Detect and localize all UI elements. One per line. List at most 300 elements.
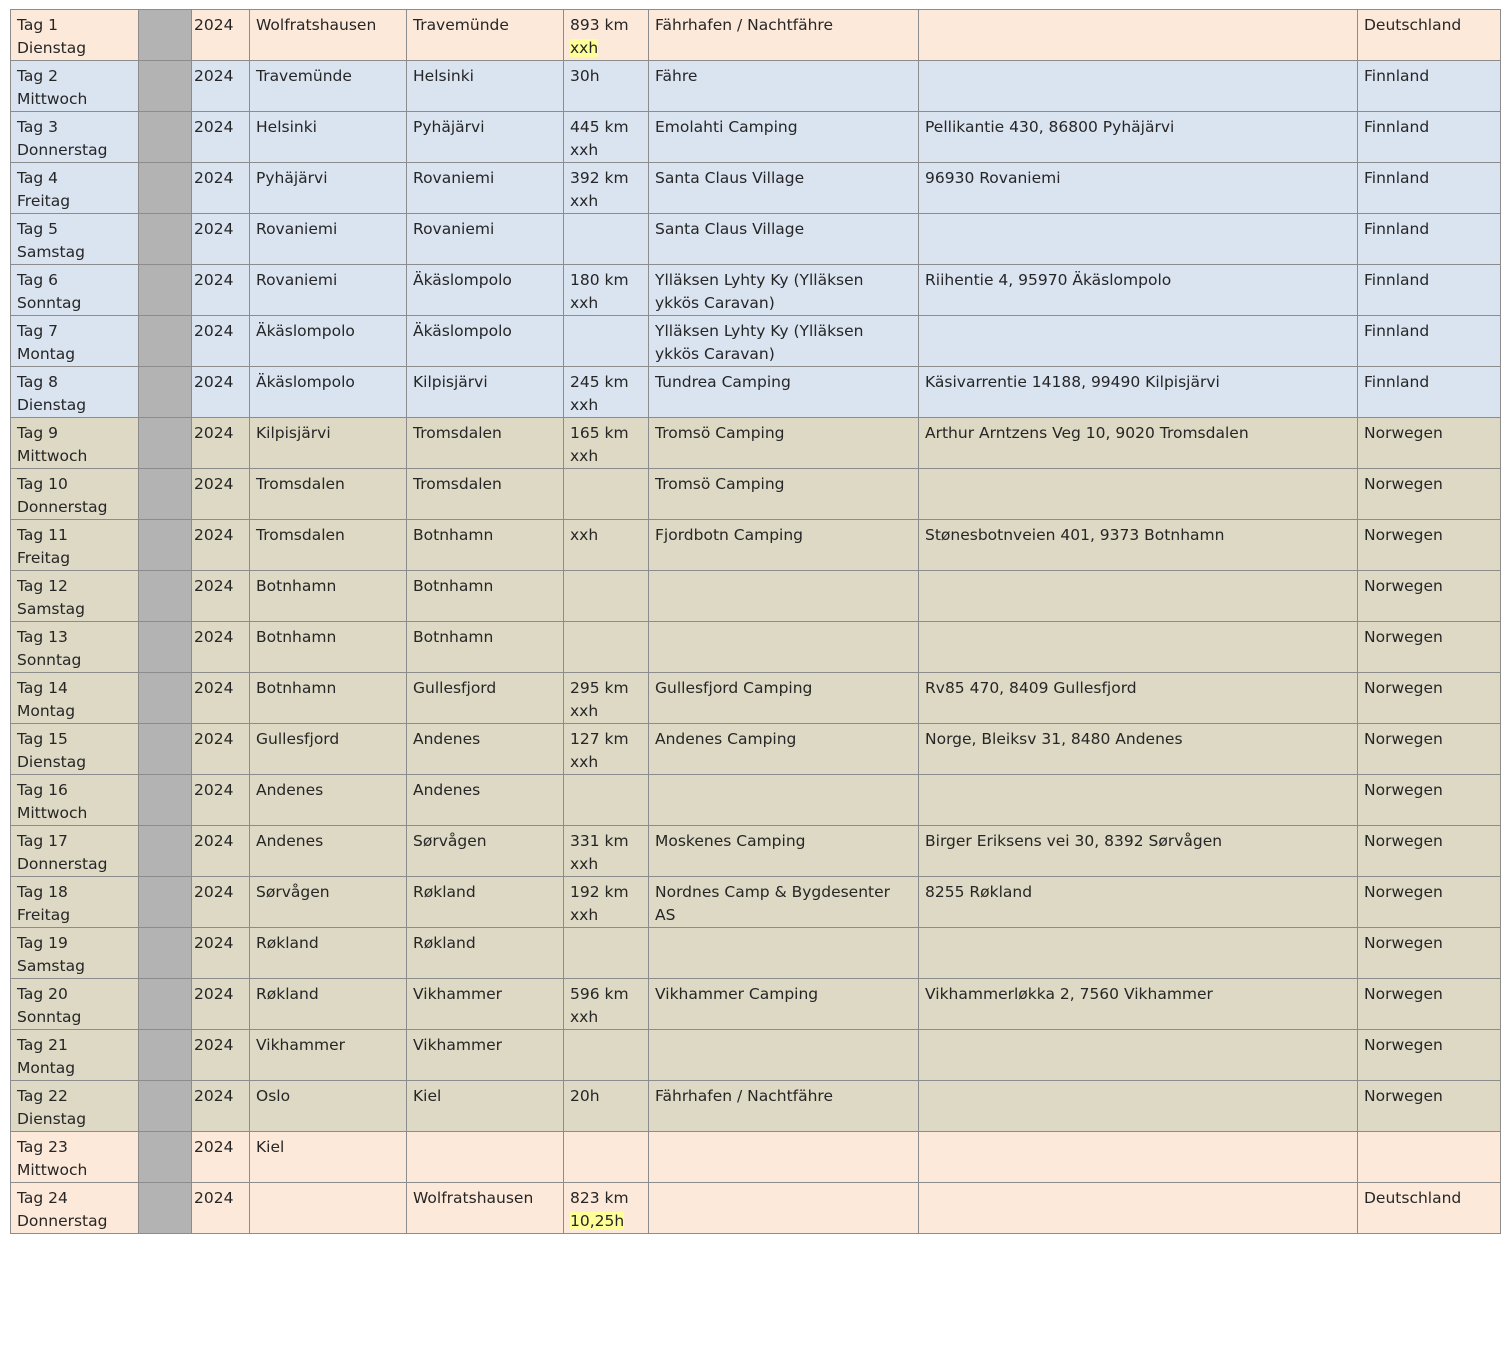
to-cell [407, 979, 564, 1030]
country: Norwegen [1364, 577, 1443, 595]
day-number: Tag 5 [17, 220, 59, 238]
to-location: Botnhamn [413, 577, 494, 595]
day-number: Tag 16 [17, 781, 68, 799]
year: 2024 [194, 730, 234, 748]
to-cell [407, 418, 564, 469]
country-cell [1358, 1030, 1501, 1081]
address-cell [919, 469, 1358, 520]
table-row [11, 61, 1501, 112]
distance-cell [564, 1081, 649, 1132]
duration-line [570, 1006, 642, 1029]
country: Norwegen [1364, 1087, 1443, 1105]
place-cell [649, 826, 919, 877]
to-cell [407, 928, 564, 979]
from-location: Sørvågen [256, 883, 330, 901]
to-cell [407, 1081, 564, 1132]
duration: xxh [570, 39, 599, 57]
country-cell [1358, 979, 1501, 1030]
from-cell [250, 163, 407, 214]
place-cell [649, 418, 919, 469]
year-cell [192, 10, 250, 61]
distance: 596 km [570, 985, 629, 1003]
place-cell [649, 112, 919, 163]
day-cell [11, 214, 139, 265]
from-location: Kiel [256, 1138, 285, 1156]
place-cell [649, 10, 919, 61]
to-location: Botnhamn [413, 628, 494, 646]
duration-line [570, 1210, 642, 1233]
from-cell [250, 418, 407, 469]
address: 96930 Rovaniemi [925, 169, 1061, 187]
date-column-placeholder [139, 1081, 192, 1132]
country-cell [1358, 826, 1501, 877]
campground-name: Nordnes Camp & Bygdesenter AS [655, 883, 891, 924]
to-location: Kiel [413, 1087, 442, 1105]
duration-line [570, 394, 642, 417]
day-cell [11, 10, 139, 61]
year: 2024 [194, 169, 234, 187]
campground-name: Gullesfjord Camping [655, 679, 813, 697]
year-cell [192, 928, 250, 979]
country: Deutschland [1364, 16, 1462, 34]
to-cell [407, 826, 564, 877]
address: Pellikantie 430, 86800 Pyhäjärvi [925, 118, 1175, 136]
place-cell [649, 571, 919, 622]
country-cell [1358, 928, 1501, 979]
year: 2024 [194, 118, 234, 136]
year: 2024 [194, 628, 234, 646]
address-cell [919, 1132, 1358, 1183]
date-column-placeholder [139, 826, 192, 877]
table-row [11, 520, 1501, 571]
distance: 331 km [570, 832, 629, 850]
from-cell [250, 520, 407, 571]
campground-name: Tromsö Camping [655, 424, 785, 442]
table-row [11, 265, 1501, 316]
campground-name: Ylläksen Lyhty Ky (Ylläksen ykkös Caravan) [655, 322, 864, 363]
country-cell [1358, 367, 1501, 418]
day-cell [11, 928, 139, 979]
country: Norwegen [1364, 628, 1443, 646]
from-cell [250, 724, 407, 775]
from-cell [250, 265, 407, 316]
weekday: Donnerstag [17, 1212, 108, 1230]
year-cell [192, 1030, 250, 1081]
weekday: Donnerstag [17, 141, 108, 159]
weekday: Mittwoch [17, 1161, 88, 1179]
date-column-placeholder [139, 571, 192, 622]
day-cell [11, 571, 139, 622]
from-location: Tromsdalen [256, 526, 345, 544]
address-cell [919, 826, 1358, 877]
day-cell [11, 163, 139, 214]
year: 2024 [194, 220, 234, 238]
address: Rv85 470, 8409 Gullesfjord [925, 679, 1137, 697]
day-cell [11, 61, 139, 112]
weekday: Montag [17, 345, 76, 363]
table-row [11, 673, 1501, 724]
to-cell [407, 316, 564, 367]
country-cell [1358, 112, 1501, 163]
address-cell [919, 112, 1358, 163]
place-cell [649, 1183, 919, 1234]
country: Finnland [1364, 220, 1430, 238]
to-location: Äkäslompolo [413, 322, 512, 340]
day-number: Tag 18 [17, 883, 68, 901]
table-row [11, 775, 1501, 826]
day-number: Tag 7 [17, 322, 59, 340]
to-cell [407, 520, 564, 571]
table-row [11, 826, 1501, 877]
day-number: Tag 6 [17, 271, 59, 289]
distance-cell [564, 571, 649, 622]
weekday: Freitag [17, 192, 71, 210]
distance: xxh [570, 526, 599, 544]
date-column-placeholder [139, 163, 192, 214]
country-cell [1358, 265, 1501, 316]
from-location: Botnhamn [256, 679, 337, 697]
country: Deutschland [1364, 1189, 1462, 1207]
place-cell [649, 1132, 919, 1183]
distance: 392 km [570, 169, 629, 187]
from-cell [250, 10, 407, 61]
year-cell [192, 367, 250, 418]
from-cell [250, 928, 407, 979]
from-location: Kilpisjärvi [256, 424, 331, 442]
place-cell [649, 673, 919, 724]
year: 2024 [194, 1087, 234, 1105]
distance: 192 km [570, 883, 629, 901]
distance-cell [564, 826, 649, 877]
table-row [11, 214, 1501, 265]
country: Finnland [1364, 169, 1430, 187]
campground-name: Ylläksen Lyhty Ky (Ylläksen ykkös Caravan) [655, 271, 864, 312]
place-cell [649, 214, 919, 265]
date-column-placeholder [139, 1132, 192, 1183]
year: 2024 [194, 985, 234, 1003]
country: Norwegen [1364, 985, 1443, 1003]
year: 2024 [194, 373, 234, 391]
country-cell [1358, 1183, 1501, 1234]
distance-cell [564, 1030, 649, 1081]
duration-line [570, 700, 642, 723]
year: 2024 [194, 1138, 234, 1156]
date-column-placeholder [139, 1183, 192, 1234]
day-number: Tag 12 [17, 577, 68, 595]
address-cell [919, 316, 1358, 367]
distance-cell [564, 469, 649, 520]
address: Birger Eriksens vei 30, 8392 Sørvågen [925, 832, 1223, 850]
from-cell [250, 571, 407, 622]
distance-cell [564, 520, 649, 571]
year-cell [192, 826, 250, 877]
year: 2024 [194, 67, 234, 85]
country: Finnland [1364, 118, 1430, 136]
distance: 295 km [570, 679, 629, 697]
date-column-placeholder [139, 724, 192, 775]
year: 2024 [194, 322, 234, 340]
distance: 823 km [570, 1189, 629, 1207]
from-cell [250, 112, 407, 163]
duration: xxh [570, 855, 599, 873]
from-cell [250, 1081, 407, 1132]
country: Norwegen [1364, 424, 1443, 442]
distance: 165 km [570, 424, 629, 442]
from-location: Andenes [256, 832, 324, 850]
country: Norwegen [1364, 730, 1443, 748]
day-number: Tag 17 [17, 832, 68, 850]
year-cell [192, 1183, 250, 1234]
distance-cell [564, 367, 649, 418]
from-location: Rovaniemi [256, 220, 338, 238]
day-number: Tag 24 [17, 1189, 68, 1207]
to-location: Botnhamn [413, 526, 494, 544]
from-location: Botnhamn [256, 628, 337, 646]
from-location: Rovaniemi [256, 271, 338, 289]
to-cell [407, 112, 564, 163]
day-number: Tag 3 [17, 118, 59, 136]
distance-cell [564, 979, 649, 1030]
weekday: Freitag [17, 906, 71, 924]
date-column-placeholder [139, 214, 192, 265]
from-cell [250, 316, 407, 367]
duration: xxh [570, 294, 599, 312]
duration: xxh [570, 906, 599, 924]
place-cell [649, 979, 919, 1030]
place-cell [649, 1081, 919, 1132]
country-cell [1358, 469, 1501, 520]
to-location: Røkland [413, 883, 476, 901]
from-cell [250, 61, 407, 112]
duration-line [570, 751, 642, 774]
year-cell [192, 316, 250, 367]
from-location: Tromsdalen [256, 475, 345, 493]
to-location: Andenes [413, 781, 481, 799]
address-cell [919, 571, 1358, 622]
address-cell [919, 520, 1358, 571]
distance-cell [564, 316, 649, 367]
to-cell [407, 877, 564, 928]
address-cell [919, 877, 1358, 928]
from-location: Oslo [256, 1087, 291, 1105]
address-cell [919, 418, 1358, 469]
from-location: Äkäslompolo [256, 373, 355, 391]
from-cell [250, 775, 407, 826]
weekday: Montag [17, 1059, 76, 1077]
weekday: Dienstag [17, 39, 87, 57]
to-cell [407, 469, 564, 520]
day-cell [11, 316, 139, 367]
date-column-placeholder [139, 316, 192, 367]
country: Norwegen [1364, 1036, 1443, 1054]
distance-cell [564, 877, 649, 928]
date-column-placeholder [139, 622, 192, 673]
weekday: Samstag [17, 243, 85, 261]
country-cell [1358, 316, 1501, 367]
to-location: Pyhäjärvi [413, 118, 485, 136]
distance-cell [564, 673, 649, 724]
duration: xxh [570, 192, 599, 210]
table-row [11, 1132, 1501, 1183]
date-column-placeholder [139, 61, 192, 112]
address-cell [919, 979, 1358, 1030]
year-cell [192, 724, 250, 775]
country-cell [1358, 571, 1501, 622]
place-cell [649, 163, 919, 214]
to-cell [407, 163, 564, 214]
year-cell [192, 214, 250, 265]
table-row [11, 1183, 1501, 1234]
country-cell [1358, 622, 1501, 673]
day-number: Tag 10 [17, 475, 68, 493]
distance: 127 km [570, 730, 629, 748]
to-location: Andenes [413, 730, 481, 748]
table-row [11, 928, 1501, 979]
day-cell [11, 520, 139, 571]
year: 2024 [194, 526, 234, 544]
day-number: Tag 15 [17, 730, 68, 748]
to-location: Røkland [413, 934, 476, 952]
year: 2024 [194, 832, 234, 850]
day-number: Tag 21 [17, 1036, 68, 1054]
distance: 245 km [570, 373, 629, 391]
table-row [11, 877, 1501, 928]
duration: xxh [570, 1008, 599, 1026]
country: Finnland [1364, 67, 1430, 85]
table-row [11, 1030, 1501, 1081]
distance-cell [564, 928, 649, 979]
address: Stønesbotnveien 401, 9373 Botnhamn [925, 526, 1225, 544]
country: Norwegen [1364, 781, 1443, 799]
from-cell [250, 979, 407, 1030]
country: Norwegen [1364, 832, 1443, 850]
table-row [11, 979, 1501, 1030]
table-row [11, 571, 1501, 622]
from-location: Røkland [256, 985, 319, 1003]
year: 2024 [194, 1189, 234, 1207]
address: Arthur Arntzens Veg 10, 9020 Tromsdalen [925, 424, 1249, 442]
weekday: Donnerstag [17, 498, 108, 516]
year-cell [192, 1081, 250, 1132]
from-location: Andenes [256, 781, 324, 799]
day-number: Tag 11 [17, 526, 68, 544]
distance-cell [564, 10, 649, 61]
place-cell [649, 469, 919, 520]
table-row [11, 163, 1501, 214]
weekday: Montag [17, 702, 76, 720]
day-cell [11, 1081, 139, 1132]
day-number: Tag 19 [17, 934, 68, 952]
address-cell [919, 724, 1358, 775]
from-cell [250, 673, 407, 724]
weekday: Mittwoch [17, 447, 88, 465]
year: 2024 [194, 475, 234, 493]
distance: 445 km [570, 118, 629, 136]
place-cell [649, 928, 919, 979]
campground-name: Fjordbotn Camping [655, 526, 804, 544]
year-cell [192, 673, 250, 724]
day-number: Tag 20 [17, 985, 68, 1003]
date-column-placeholder [139, 367, 192, 418]
year-cell [192, 877, 250, 928]
day-number: Tag 8 [17, 373, 59, 391]
to-cell [407, 724, 564, 775]
table-row [11, 1081, 1501, 1132]
duration-line [570, 139, 642, 162]
to-location: Vikhammer [413, 985, 502, 1003]
date-column-placeholder [139, 979, 192, 1030]
country-cell [1358, 163, 1501, 214]
distance-cell [564, 1183, 649, 1234]
to-location: Sørvågen [413, 832, 487, 850]
from-location: Vikhammer [256, 1036, 345, 1054]
place-cell [649, 775, 919, 826]
year: 2024 [194, 271, 234, 289]
address: Norge, Bleiksv 31, 8480 Andenes [925, 730, 1183, 748]
duration-line [570, 904, 642, 927]
country-cell [1358, 775, 1501, 826]
address-cell [919, 1081, 1358, 1132]
address-cell [919, 928, 1358, 979]
date-column-placeholder [139, 112, 192, 163]
year-cell [192, 163, 250, 214]
from-location: Pyhäjärvi [256, 169, 328, 187]
country: Norwegen [1364, 679, 1443, 697]
day-cell [11, 775, 139, 826]
year-cell [192, 979, 250, 1030]
year: 2024 [194, 424, 234, 442]
year: 2024 [194, 1036, 234, 1054]
day-cell [11, 826, 139, 877]
address-cell [919, 622, 1358, 673]
to-location: Rovaniemi [413, 169, 495, 187]
place-cell [649, 265, 919, 316]
address-cell [919, 775, 1358, 826]
campground-name: Emolahti Camping [655, 118, 798, 136]
country-cell [1358, 61, 1501, 112]
table-row [11, 367, 1501, 418]
day-cell [11, 1030, 139, 1081]
date-column-placeholder [139, 520, 192, 571]
campground-name: Fährhafen / Nachtfähre [655, 16, 833, 34]
from-cell [250, 826, 407, 877]
from-cell [250, 214, 407, 265]
weekday: Dienstag [17, 753, 87, 771]
country-cell [1358, 214, 1501, 265]
distance-cell [564, 622, 649, 673]
year: 2024 [194, 577, 234, 595]
table-row [11, 724, 1501, 775]
year: 2024 [194, 16, 234, 34]
address-cell [919, 265, 1358, 316]
duration-line [570, 292, 642, 315]
address-cell [919, 61, 1358, 112]
day-number: Tag 22 [17, 1087, 68, 1105]
date-column-placeholder [139, 10, 192, 61]
weekday: Samstag [17, 600, 85, 618]
year: 2024 [194, 883, 234, 901]
country-cell [1358, 1081, 1501, 1132]
from-location: Røkland [256, 934, 319, 952]
to-cell [407, 1132, 564, 1183]
table-row [11, 112, 1501, 163]
date-column-placeholder [139, 775, 192, 826]
address-cell [919, 163, 1358, 214]
day-cell [11, 469, 139, 520]
to-cell [407, 1030, 564, 1081]
weekday: Dienstag [17, 1110, 87, 1128]
table-row [11, 316, 1501, 367]
